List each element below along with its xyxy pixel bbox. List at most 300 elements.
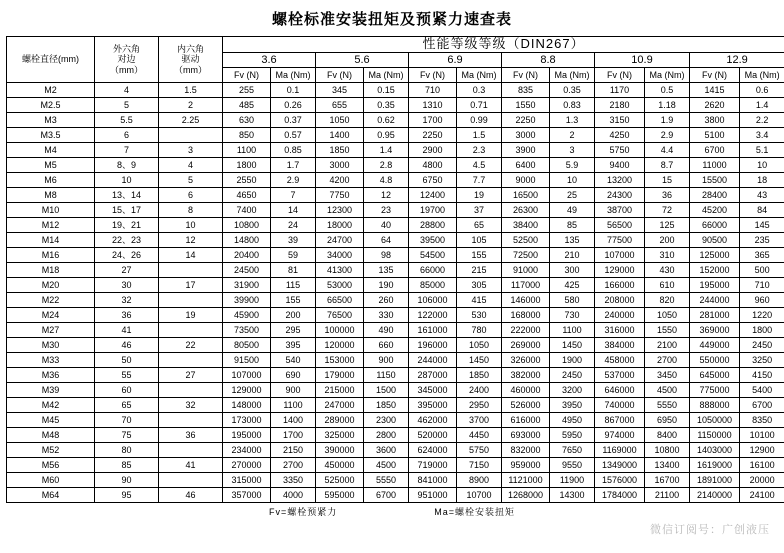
cell-ma-1: 5550 <box>364 472 409 487</box>
cell-ma-4: 1050 <box>645 307 690 322</box>
cell-fv-4: 4250 <box>595 127 645 142</box>
cell-ma-4: 2100 <box>645 337 690 352</box>
cell-ma-3: 2 <box>550 127 595 142</box>
cell-ma-1: 2800 <box>364 427 409 442</box>
cell-hex-outer: 36 <box>95 307 159 322</box>
cell-diameter: M10 <box>7 202 95 217</box>
cell-fv-1: 595000 <box>316 487 364 502</box>
cell-fv-3: 52500 <box>502 232 550 247</box>
cell-hex-outer: 50 <box>95 352 159 367</box>
cell-hex-outer: 65 <box>95 397 159 412</box>
cell-fv-5: 152000 <box>690 262 740 277</box>
cell-hex-outer: 7 <box>95 142 159 157</box>
hex-inner-line1: 内六角 <box>176 43 204 54</box>
table-row <box>7 367 784 382</box>
cell-ma-5: 10100 <box>740 427 784 442</box>
cell-diameter: M20 <box>7 277 95 292</box>
cell-hex-outer: 4 <box>95 82 159 97</box>
table-row <box>7 292 784 307</box>
cell-fv-5: 1403000 <box>690 442 740 457</box>
cell-fv-3: 16500 <box>502 187 550 202</box>
cell-ma-5: 2.2 <box>740 112 784 127</box>
cell-ma-5: 1.4 <box>740 97 784 112</box>
cell-fv-2: 520000 <box>409 427 457 442</box>
cell-fv-4: 740000 <box>595 397 645 412</box>
cell-diameter: M2 <box>7 82 95 97</box>
table-row <box>7 472 784 487</box>
cell-ma-5: 16100 <box>740 457 784 472</box>
cell-ma-0: 1100 <box>271 397 316 412</box>
cell-diameter: M2.5 <box>7 97 95 112</box>
cell-ma-0: 395 <box>271 337 316 352</box>
cell-ma-2: 0.3 <box>457 82 502 97</box>
cell-ma-0: 295 <box>271 322 316 337</box>
cell-fv-1: 24700 <box>316 232 364 247</box>
cell-ma-1: 12 <box>364 187 409 202</box>
table-row <box>7 337 784 352</box>
cell-ma-5: 365 <box>740 247 784 262</box>
table-body <box>7 82 784 502</box>
cell-fv-5: 2140000 <box>690 487 740 502</box>
cell-ma-5: 145 <box>740 217 784 232</box>
cell-diameter: M18 <box>7 262 95 277</box>
cell-hex-inner: 46 <box>159 487 223 502</box>
cell-fv-3: 9000 <box>502 172 550 187</box>
cell-ma-5: 3250 <box>740 352 784 367</box>
cell-ma-3: 0.83 <box>550 97 595 112</box>
cell-fv-2: 106000 <box>409 292 457 307</box>
cell-fv-2: 28800 <box>409 217 457 232</box>
cell-fv-4: 3150 <box>595 112 645 127</box>
cell-fv-5: 369000 <box>690 322 740 337</box>
table-row <box>7 142 784 157</box>
cell-fv-3: 526000 <box>502 397 550 412</box>
cell-hex-outer: 70 <box>95 412 159 427</box>
cell-fv-3: 832000 <box>502 442 550 457</box>
cell-fv-2: 1310 <box>409 97 457 112</box>
cell-ma-2: 1850 <box>457 367 502 382</box>
table-row <box>7 112 784 127</box>
cell-fv-0: 107000 <box>223 367 271 382</box>
col-header-diameter: 螺栓直径(mm) <box>7 37 95 83</box>
cell-diameter: M3.5 <box>7 127 95 142</box>
cell-fv-4: 1170 <box>595 82 645 97</box>
cell-ma-4: 3450 <box>645 367 690 382</box>
cell-fv-3: 1268000 <box>502 487 550 502</box>
cell-fv-2: 287000 <box>409 367 457 382</box>
cell-fv-4: 5750 <box>595 142 645 157</box>
cell-fv-4: 867000 <box>595 412 645 427</box>
cell-ma-5: 4150 <box>740 367 784 382</box>
cell-ma-3: 10 <box>550 172 595 187</box>
table-row <box>7 97 784 112</box>
cell-ma-1: 98 <box>364 247 409 262</box>
cell-hex-inner: 3 <box>159 142 223 157</box>
cell-fv-5: 1891000 <box>690 472 740 487</box>
hex-outer-line1: 外六角 <box>112 43 140 54</box>
cell-fv-0: 630 <box>223 112 271 127</box>
cell-fv-2: 85000 <box>409 277 457 292</box>
cell-fv-2: 1700 <box>409 112 457 127</box>
cell-fv-2: 345000 <box>409 382 457 397</box>
table-row <box>7 187 784 202</box>
cell-hex-outer: 6 <box>95 127 159 142</box>
cell-fv-5: 125000 <box>690 247 740 262</box>
cell-hex-inner: 2.25 <box>159 112 223 127</box>
cell-hex-inner: 2 <box>159 97 223 112</box>
cell-fv-3: 3000 <box>502 127 550 142</box>
cell-diameter: M3 <box>7 112 95 127</box>
cell-hex-outer: 95 <box>95 487 159 502</box>
cell-diameter: M8 <box>7 187 95 202</box>
cell-ma-5: 8350 <box>740 412 784 427</box>
table-row <box>7 232 784 247</box>
cell-ma-0: 155 <box>271 292 316 307</box>
cell-hex-outer: 60 <box>95 382 159 397</box>
cell-hex-inner: 10 <box>159 217 223 232</box>
cell-fv-2: 2900 <box>409 142 457 157</box>
cell-hex-outer: 46 <box>95 337 159 352</box>
unit-fv-3: Fv (N) <box>502 67 550 82</box>
cell-ma-1: 64 <box>364 232 409 247</box>
cell-ma-2: 37 <box>457 202 502 217</box>
table-footnotes <box>6 505 778 518</box>
cell-fv-4: 166000 <box>595 277 645 292</box>
cell-ma-5: 235 <box>740 232 784 247</box>
cell-fv-5: 1150000 <box>690 427 740 442</box>
unit-ma-3: Ma (Nm) <box>550 67 595 82</box>
cell-ma-3: 300 <box>550 262 595 277</box>
cell-ma-0: 0.26 <box>271 97 316 112</box>
cell-ma-5: 0.6 <box>740 82 784 97</box>
unit-ma-0: Ma (Nm) <box>271 67 316 82</box>
table-row <box>7 382 784 397</box>
cell-ma-1: 490 <box>364 322 409 337</box>
cell-ma-1: 4.8 <box>364 172 409 187</box>
cell-diameter: M45 <box>7 412 95 427</box>
cell-ma-3: 135 <box>550 232 595 247</box>
cell-fv-1: 100000 <box>316 322 364 337</box>
cell-ma-4: 8400 <box>645 427 690 442</box>
cell-fv-5: 66000 <box>690 217 740 232</box>
cell-ma-1: 1500 <box>364 382 409 397</box>
cell-fv-3: 222000 <box>502 322 550 337</box>
cell-hex-inner: 4 <box>159 157 223 172</box>
cell-fv-3: 835 <box>502 82 550 97</box>
cell-ma-1: 2300 <box>364 412 409 427</box>
cell-hex-inner: 27 <box>159 367 223 382</box>
cell-fv-0: 7400 <box>223 202 271 217</box>
cell-ma-1: 0.95 <box>364 127 409 142</box>
cell-hex-outer: 5 <box>95 97 159 112</box>
cell-ma-2: 415 <box>457 292 502 307</box>
cell-fv-2: 951000 <box>409 487 457 502</box>
cell-fv-0: 357000 <box>223 487 271 502</box>
cell-ma-3: 5.9 <box>550 157 595 172</box>
cell-ma-3: 49 <box>550 202 595 217</box>
cell-fv-5: 281000 <box>690 307 740 322</box>
cell-diameter: M60 <box>7 472 95 487</box>
cell-fv-0: 45900 <box>223 307 271 322</box>
cell-diameter: M16 <box>7 247 95 262</box>
cell-ma-5: 84 <box>740 202 784 217</box>
cell-ma-5: 10 <box>740 157 784 172</box>
cell-diameter: M36 <box>7 367 95 382</box>
cell-hex-outer: 13、14 <box>95 187 159 202</box>
cell-fv-2: 719000 <box>409 457 457 472</box>
cell-ma-3: 425 <box>550 277 595 292</box>
cell-fv-4: 38700 <box>595 202 645 217</box>
cell-fv-4: 1576000 <box>595 472 645 487</box>
cell-fv-4: 24300 <box>595 187 645 202</box>
cell-diameter: M56 <box>7 457 95 472</box>
col-header-hex-inner <box>159 37 223 83</box>
cell-ma-4: 1.9 <box>645 112 690 127</box>
hex-inner-line3: （mm） <box>174 64 207 75</box>
cell-fv-2: 841000 <box>409 472 457 487</box>
cell-fv-1: 655 <box>316 97 364 112</box>
cell-ma-1: 6700 <box>364 487 409 502</box>
cell-hex-outer: 80 <box>95 442 159 457</box>
cell-fv-2: 710 <box>409 82 457 97</box>
unit-fv-4: Fv (N) <box>595 67 645 82</box>
cell-fv-3: 117000 <box>502 277 550 292</box>
cell-fv-3: 6400 <box>502 157 550 172</box>
cell-hex-outer: 32 <box>95 292 159 307</box>
cell-ma-4: 200 <box>645 232 690 247</box>
cell-fv-5: 28400 <box>690 187 740 202</box>
cell-ma-5: 18 <box>740 172 784 187</box>
cell-ma-3: 0.35 <box>550 82 595 97</box>
cell-ma-5: 6700 <box>740 397 784 412</box>
cell-fv-4: 56500 <box>595 217 645 232</box>
class-header-0: 3.6 <box>223 52 316 67</box>
cell-fv-0: 315000 <box>223 472 271 487</box>
cell-fv-5: 1619000 <box>690 457 740 472</box>
cell-fv-0: 1800 <box>223 157 271 172</box>
cell-ma-5: 710 <box>740 277 784 292</box>
cell-fv-2: 66000 <box>409 262 457 277</box>
cell-fv-5: 645000 <box>690 367 740 382</box>
cell-diameter: M52 <box>7 442 95 457</box>
cell-ma-4: 5550 <box>645 397 690 412</box>
cell-ma-3: 580 <box>550 292 595 307</box>
cell-fv-5: 775000 <box>690 382 740 397</box>
class-header-4: 10.9 <box>595 52 690 67</box>
cell-ma-5: 2450 <box>740 337 784 352</box>
cell-diameter: M4 <box>7 142 95 157</box>
cell-ma-0: 1.7 <box>271 157 316 172</box>
cell-ma-0: 2.9 <box>271 172 316 187</box>
cell-ma-3: 730 <box>550 307 595 322</box>
cell-hex-inner <box>159 262 223 277</box>
cell-fv-0: 195000 <box>223 427 271 442</box>
cell-diameter: M33 <box>7 352 95 367</box>
cell-fv-5: 1415 <box>690 82 740 97</box>
cell-fv-0: 270000 <box>223 457 271 472</box>
cell-fv-5: 15500 <box>690 172 740 187</box>
cell-ma-0: 2150 <box>271 442 316 457</box>
cell-fv-1: 289000 <box>316 412 364 427</box>
cell-ma-1: 4500 <box>364 457 409 472</box>
cell-ma-1: 23 <box>364 202 409 217</box>
cell-hex-outer: 24、26 <box>95 247 159 262</box>
cell-fv-0: 485 <box>223 97 271 112</box>
cell-fv-1: 18000 <box>316 217 364 232</box>
hex-outer-line3: （mm） <box>110 64 143 75</box>
cell-fv-3: 959000 <box>502 457 550 472</box>
cell-ma-1: 2.8 <box>364 157 409 172</box>
table-row <box>7 127 784 142</box>
unit-ma-2: Ma (Nm) <box>457 67 502 82</box>
cell-fv-4: 1349000 <box>595 457 645 472</box>
cell-hex-inner: 5 <box>159 172 223 187</box>
cell-fv-3: 616000 <box>502 412 550 427</box>
cell-fv-5: 244000 <box>690 292 740 307</box>
cell-ma-4: 2.9 <box>645 127 690 142</box>
cell-fv-4: 974000 <box>595 427 645 442</box>
cell-ma-0: 81 <box>271 262 316 277</box>
cell-ma-0: 540 <box>271 352 316 367</box>
cell-ma-1: 135 <box>364 262 409 277</box>
cell-fv-4: 2180 <box>595 97 645 112</box>
cell-hex-inner: 1.5 <box>159 82 223 97</box>
cell-ma-1: 1850 <box>364 397 409 412</box>
cell-ma-3: 1.3 <box>550 112 595 127</box>
cell-ma-2: 7150 <box>457 457 502 472</box>
cell-fv-1: 450000 <box>316 457 364 472</box>
cell-fv-1: 7750 <box>316 187 364 202</box>
cell-diameter: M64 <box>7 487 95 502</box>
cell-hex-outer: 15、17 <box>95 202 159 217</box>
cell-fv-5: 550000 <box>690 352 740 367</box>
cell-hex-inner: 22 <box>159 337 223 352</box>
cell-ma-5: 20000 <box>740 472 784 487</box>
cell-hex-inner <box>159 382 223 397</box>
cell-ma-2: 5750 <box>457 442 502 457</box>
cell-hex-inner <box>159 292 223 307</box>
cell-ma-4: 8.7 <box>645 157 690 172</box>
cell-fv-1: 76500 <box>316 307 364 322</box>
cell-fv-2: 2250 <box>409 127 457 142</box>
cell-fv-4: 240000 <box>595 307 645 322</box>
footnote-fv: Fv=螺栓预紧力 <box>268 506 338 517</box>
cell-fv-1: 215000 <box>316 382 364 397</box>
cell-fv-3: 91000 <box>502 262 550 277</box>
cell-ma-0: 2700 <box>271 457 316 472</box>
cell-ma-0: 115 <box>271 277 316 292</box>
cell-ma-5: 3.4 <box>740 127 784 142</box>
cell-diameter: M39 <box>7 382 95 397</box>
cell-ma-5: 24100 <box>740 487 784 502</box>
cell-ma-2: 10700 <box>457 487 502 502</box>
cell-fv-0: 4650 <box>223 187 271 202</box>
cell-fv-0: 91500 <box>223 352 271 367</box>
table-row <box>7 157 784 172</box>
cell-fv-0: 20400 <box>223 247 271 262</box>
cell-fv-2: 244000 <box>409 352 457 367</box>
table-row <box>7 427 784 442</box>
cell-ma-3: 9550 <box>550 457 595 472</box>
cell-fv-0: 173000 <box>223 412 271 427</box>
unit-fv-5: Fv (N) <box>690 67 740 82</box>
cell-diameter: M27 <box>7 322 95 337</box>
cell-ma-2: 8900 <box>457 472 502 487</box>
class-header-3: 8.8 <box>502 52 595 67</box>
cell-fv-2: 54500 <box>409 247 457 262</box>
cell-fv-2: 19700 <box>409 202 457 217</box>
cell-ma-0: 24 <box>271 217 316 232</box>
cell-fv-5: 2620 <box>690 97 740 112</box>
unit-fv-0: Fv (N) <box>223 67 271 82</box>
cell-fv-0: 80500 <box>223 337 271 352</box>
cell-ma-0: 3350 <box>271 472 316 487</box>
cell-ma-1: 1.4 <box>364 142 409 157</box>
cell-hex-inner: 19 <box>159 307 223 322</box>
header-row-grade <box>7 37 784 53</box>
cell-ma-2: 19 <box>457 187 502 202</box>
cell-fv-0: 24500 <box>223 262 271 277</box>
cell-ma-3: 4950 <box>550 412 595 427</box>
cell-fv-1: 41300 <box>316 262 364 277</box>
cell-ma-0: 7 <box>271 187 316 202</box>
cell-ma-5: 1220 <box>740 307 784 322</box>
cell-ma-4: 13400 <box>645 457 690 472</box>
cell-diameter: M12 <box>7 217 95 232</box>
cell-fv-4: 107000 <box>595 247 645 262</box>
cell-ma-1: 1150 <box>364 367 409 382</box>
cell-fv-1: 179000 <box>316 367 364 382</box>
cell-fv-3: 1550 <box>502 97 550 112</box>
cell-ma-1: 660 <box>364 337 409 352</box>
cell-fv-1: 325000 <box>316 427 364 442</box>
cell-hex-inner <box>159 322 223 337</box>
cell-ma-5: 5.1 <box>740 142 784 157</box>
cell-ma-3: 210 <box>550 247 595 262</box>
cell-ma-4: 4.4 <box>645 142 690 157</box>
cell-ma-2: 105 <box>457 232 502 247</box>
cell-ma-0: 0.1 <box>271 82 316 97</box>
table-row <box>7 352 784 367</box>
cell-fv-4: 384000 <box>595 337 645 352</box>
cell-fv-1: 34000 <box>316 247 364 262</box>
cell-hex-inner: 32 <box>159 397 223 412</box>
cell-hex-inner <box>159 352 223 367</box>
cell-fv-5: 90500 <box>690 232 740 247</box>
cell-fv-0: 10800 <box>223 217 271 232</box>
cell-ma-2: 1.5 <box>457 127 502 142</box>
cell-ma-4: 10800 <box>645 442 690 457</box>
hex-outer-line2: 对边 <box>117 54 136 65</box>
cell-fv-4: 537000 <box>595 367 645 382</box>
cell-fv-5: 195000 <box>690 277 740 292</box>
cell-fv-1: 345 <box>316 82 364 97</box>
cell-diameter: M24 <box>7 307 95 322</box>
hex-inner-line2: 驱动 <box>181 54 200 65</box>
cell-fv-1: 1400 <box>316 127 364 142</box>
cell-fv-5: 6700 <box>690 142 740 157</box>
class-header-5: 12.9 <box>690 52 784 67</box>
cell-fv-3: 382000 <box>502 367 550 382</box>
table-header <box>7 37 784 83</box>
table-row <box>7 397 784 412</box>
cell-fv-2: 39500 <box>409 232 457 247</box>
cell-hex-inner: 41 <box>159 457 223 472</box>
cell-ma-1: 190 <box>364 277 409 292</box>
table-row <box>7 487 784 502</box>
cell-ma-5: 960 <box>740 292 784 307</box>
cell-ma-1: 0.15 <box>364 82 409 97</box>
